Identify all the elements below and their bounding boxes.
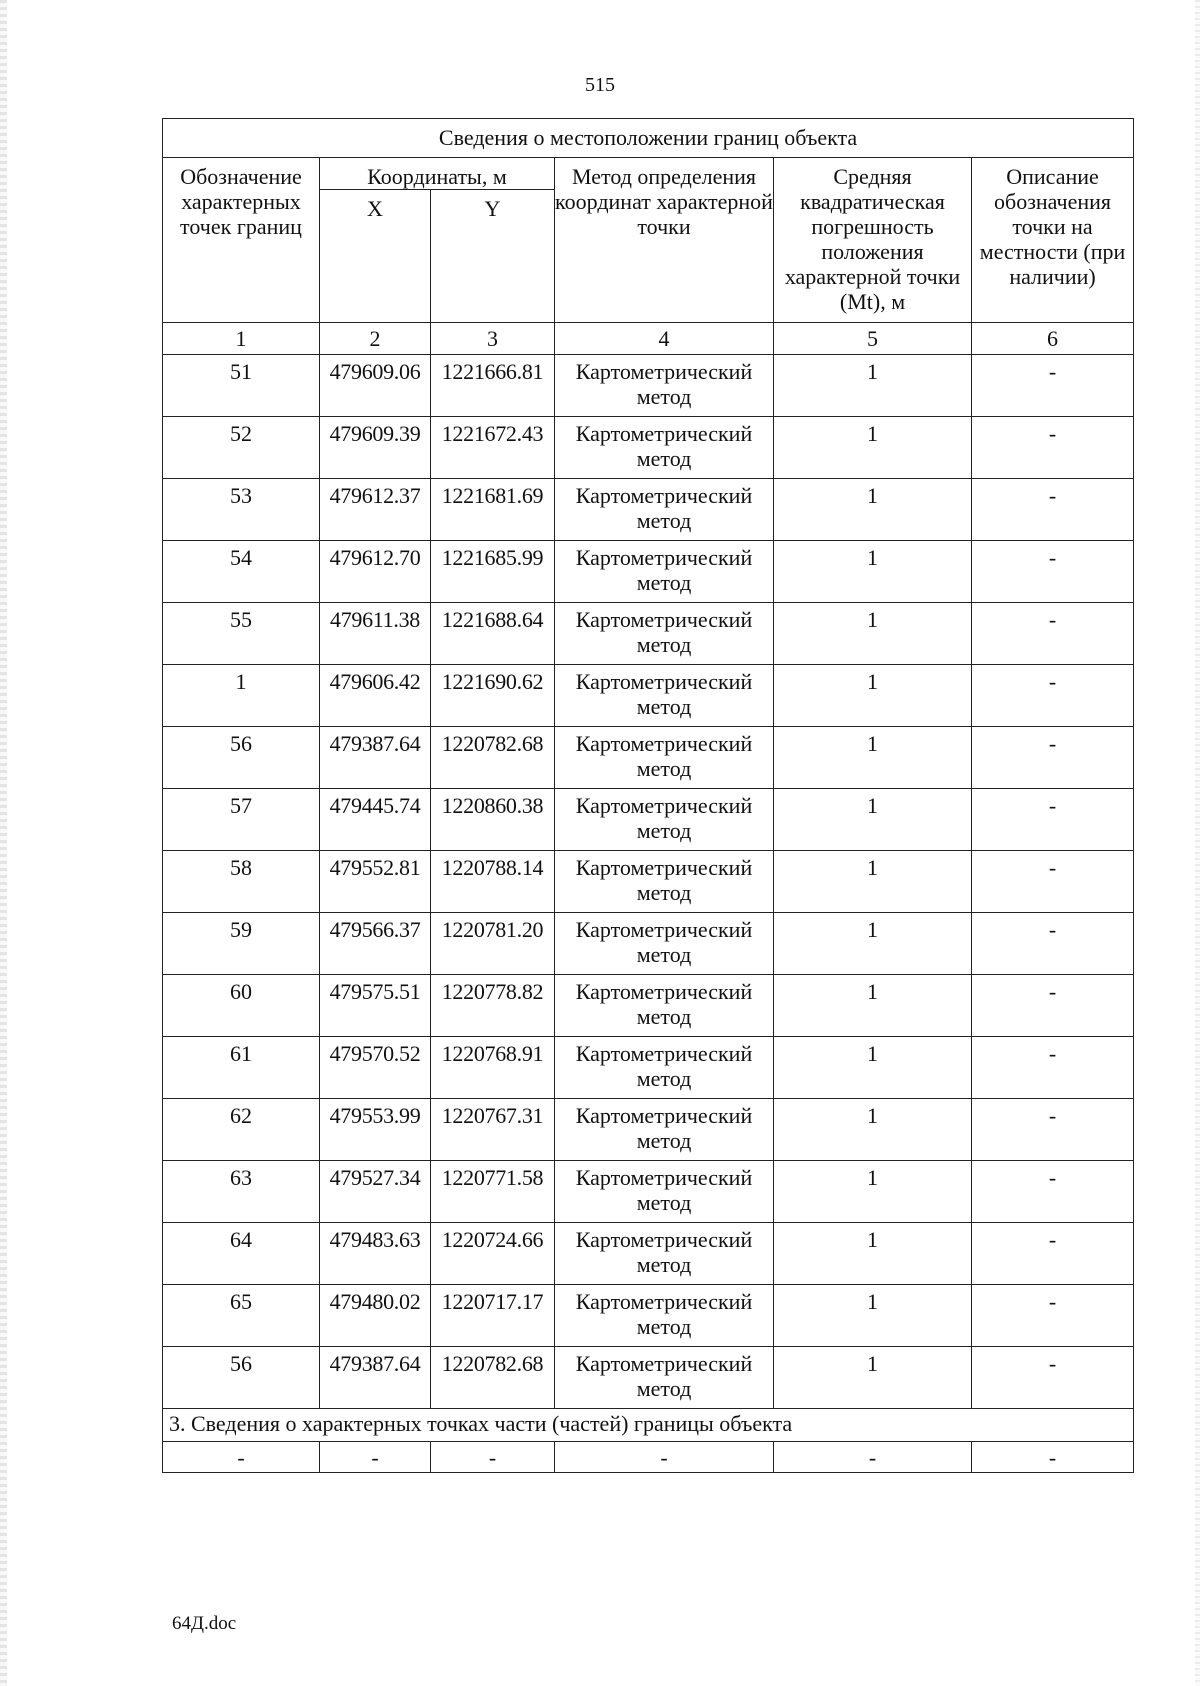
y-coordinate-cell: 1221681.69: [431, 479, 555, 541]
description-cell: -: [972, 1099, 1134, 1161]
description-cell: -: [972, 665, 1134, 727]
section3-value: -: [972, 1442, 1134, 1473]
column-numbers-row: [163, 323, 1134, 355]
x-coordinate-cell: 479553.99: [320, 1099, 431, 1161]
method-cell: Картометрический метод: [555, 665, 774, 727]
x-coordinate-cell: 479387.64: [320, 1347, 431, 1409]
x-coordinate-cell: 479480.02: [320, 1285, 431, 1347]
column-number: 1: [163, 323, 320, 355]
x-coordinate-cell: 479609.06: [320, 355, 431, 417]
y-coordinate-cell: 1221672.43: [431, 417, 555, 479]
description-cell: -: [972, 1285, 1134, 1347]
x-coordinate-cell: 479611.38: [320, 603, 431, 665]
y-coordinate-cell: 1220782.68: [431, 727, 555, 789]
point-cell: 56: [163, 1347, 320, 1409]
method-cell: Картометрический метод: [555, 479, 774, 541]
method-cell: Картометрический метод: [555, 1347, 774, 1409]
error-cell: 1: [774, 665, 972, 727]
description-cell: -: [972, 975, 1134, 1037]
table-row: [163, 1037, 1134, 1099]
table-row: [163, 355, 1134, 417]
point-cell: 54: [163, 541, 320, 603]
header-x: X: [320, 190, 431, 323]
point-cell: 64: [163, 1223, 320, 1285]
table-row: [163, 665, 1134, 727]
table-row: [163, 541, 1134, 603]
table-row: [163, 851, 1134, 913]
section3-value: -: [320, 1442, 431, 1473]
table-row: [163, 1223, 1134, 1285]
description-cell: -: [972, 1223, 1134, 1285]
table-row: [163, 1099, 1134, 1161]
table-row: [163, 417, 1134, 479]
description-cell: -: [972, 1037, 1134, 1099]
column-number: 3: [431, 323, 555, 355]
table-row: [163, 789, 1134, 851]
y-coordinate-cell: 1220717.17: [431, 1285, 555, 1347]
method-cell: Картометрический метод: [555, 1161, 774, 1223]
error-cell: 1: [774, 541, 972, 603]
y-coordinate-cell: 1221666.81: [431, 355, 555, 417]
method-cell: Картометрический метод: [555, 913, 774, 975]
footer-filename: 64Д.doc: [172, 1613, 237, 1634]
y-coordinate-cell: 1221688.64: [431, 603, 555, 665]
error-cell: 1: [774, 417, 972, 479]
scan-edge-right: [1195, 0, 1200, 1686]
y-coordinate-cell: 1221685.99: [431, 541, 555, 603]
header-error: Средняя квадратическая погрешность положения характерной точки (Mt), м: [774, 158, 972, 323]
section3-values-row: [163, 1442, 1134, 1473]
description-cell: -: [972, 851, 1134, 913]
point-cell: 55: [163, 603, 320, 665]
error-cell: 1: [774, 1161, 972, 1223]
table-row: [163, 913, 1134, 975]
table-title-row: [163, 119, 1134, 158]
error-cell: 1: [774, 789, 972, 851]
x-coordinate-cell: 479612.70: [320, 541, 431, 603]
section3-value: -: [555, 1442, 774, 1473]
x-coordinate-cell: 479552.81: [320, 851, 431, 913]
method-cell: Картометрический метод: [555, 789, 774, 851]
table-row: [163, 1347, 1134, 1409]
x-coordinate-cell: 479606.42: [320, 665, 431, 727]
section3-title: 3. Сведения о характерных точках части (частей) границы объекта: [163, 1409, 1134, 1442]
method-cell: Картометрический метод: [555, 417, 774, 479]
section3-value: -: [163, 1442, 320, 1473]
header-coordinates: Координаты, м: [320, 158, 555, 190]
y-coordinate-cell: 1220771.58: [431, 1161, 555, 1223]
error-cell: 1: [774, 1347, 972, 1409]
error-cell: 1: [774, 975, 972, 1037]
y-coordinate-cell: 1220860.38: [431, 789, 555, 851]
y-coordinate-cell: 1220767.31: [431, 1099, 555, 1161]
description-cell: -: [972, 355, 1134, 417]
error-cell: 1: [774, 1099, 972, 1161]
description-cell: -: [972, 479, 1134, 541]
point-cell: 52: [163, 417, 320, 479]
point-cell: 1: [163, 665, 320, 727]
table-row: [163, 1161, 1134, 1223]
header-method: Метод определения координат характерной точки: [555, 158, 774, 323]
description-cell: -: [972, 417, 1134, 479]
section3-title-row: [163, 1409, 1134, 1442]
x-coordinate-cell: 479483.63: [320, 1223, 431, 1285]
header-point-designation: Обозначение характерных точек границ: [163, 158, 320, 323]
point-cell: 60: [163, 975, 320, 1037]
column-number: 6: [972, 323, 1134, 355]
table-row: [163, 1285, 1134, 1347]
description-cell: -: [972, 1161, 1134, 1223]
point-cell: 56: [163, 727, 320, 789]
error-cell: 1: [774, 913, 972, 975]
method-cell: Картометрический метод: [555, 1223, 774, 1285]
y-coordinate-cell: 1220782.68: [431, 1347, 555, 1409]
description-cell: -: [972, 913, 1134, 975]
section3-value: -: [431, 1442, 555, 1473]
description-cell: -: [972, 1347, 1134, 1409]
point-cell: 57: [163, 789, 320, 851]
section3-value: -: [774, 1442, 972, 1473]
table-title: Сведения о местоположении границ объекта: [163, 119, 1134, 158]
method-cell: Картометрический метод: [555, 603, 774, 665]
error-cell: 1: [774, 355, 972, 417]
x-coordinate-cell: 479612.37: [320, 479, 431, 541]
table-row: [163, 975, 1134, 1037]
column-number: 5: [774, 323, 972, 355]
method-cell: Картометрический метод: [555, 355, 774, 417]
page-number: 515: [585, 74, 615, 96]
point-cell: 63: [163, 1161, 320, 1223]
error-cell: 1: [774, 1285, 972, 1347]
method-cell: Картометрический метод: [555, 1037, 774, 1099]
x-coordinate-cell: 479445.74: [320, 789, 431, 851]
point-cell: 58: [163, 851, 320, 913]
point-cell: 51: [163, 355, 320, 417]
x-coordinate-cell: 479387.64: [320, 727, 431, 789]
point-cell: 53: [163, 479, 320, 541]
method-cell: Картометрический метод: [555, 975, 774, 1037]
method-cell: Картометрический метод: [555, 541, 774, 603]
point-cell: 65: [163, 1285, 320, 1347]
y-coordinate-cell: 1220781.20: [431, 913, 555, 975]
header-y: Y: [431, 190, 555, 323]
point-cell: 61: [163, 1037, 320, 1099]
y-coordinate-cell: 1220778.82: [431, 975, 555, 1037]
description-cell: -: [972, 727, 1134, 789]
error-cell: 1: [774, 1223, 972, 1285]
table-row: [163, 603, 1134, 665]
y-coordinate-cell: 1220724.66: [431, 1223, 555, 1285]
column-number: 2: [320, 323, 431, 355]
method-cell: Картометрический метод: [555, 727, 774, 789]
error-cell: 1: [774, 1037, 972, 1099]
table-row: [163, 479, 1134, 541]
y-coordinate-cell: 1221690.62: [431, 665, 555, 727]
point-cell: 62: [163, 1099, 320, 1161]
x-coordinate-cell: 479609.39: [320, 417, 431, 479]
error-cell: 1: [774, 603, 972, 665]
method-cell: Картометрический метод: [555, 1285, 774, 1347]
description-cell: -: [972, 541, 1134, 603]
x-coordinate-cell: 479570.52: [320, 1037, 431, 1099]
boundary-coordinates-table: [162, 118, 1134, 1473]
error-cell: 1: [774, 479, 972, 541]
method-cell: Картометрический метод: [555, 1099, 774, 1161]
y-coordinate-cell: 1220788.14: [431, 851, 555, 913]
header-description: Описание обозначения точки на местности (при наличии): [972, 158, 1134, 323]
y-coordinate-cell: 1220768.91: [431, 1037, 555, 1099]
x-coordinate-cell: 479575.51: [320, 975, 431, 1037]
scan-edge-left: [0, 0, 7, 1686]
description-cell: -: [972, 789, 1134, 851]
error-cell: 1: [774, 851, 972, 913]
method-cell: Картометрический метод: [555, 851, 774, 913]
table-row: [163, 727, 1134, 789]
point-cell: 59: [163, 913, 320, 975]
column-number: 4: [555, 323, 774, 355]
error-cell: 1: [774, 727, 972, 789]
x-coordinate-cell: 479527.34: [320, 1161, 431, 1223]
header-row-1: [163, 158, 1134, 190]
x-coordinate-cell: 479566.37: [320, 913, 431, 975]
description-cell: -: [972, 603, 1134, 665]
